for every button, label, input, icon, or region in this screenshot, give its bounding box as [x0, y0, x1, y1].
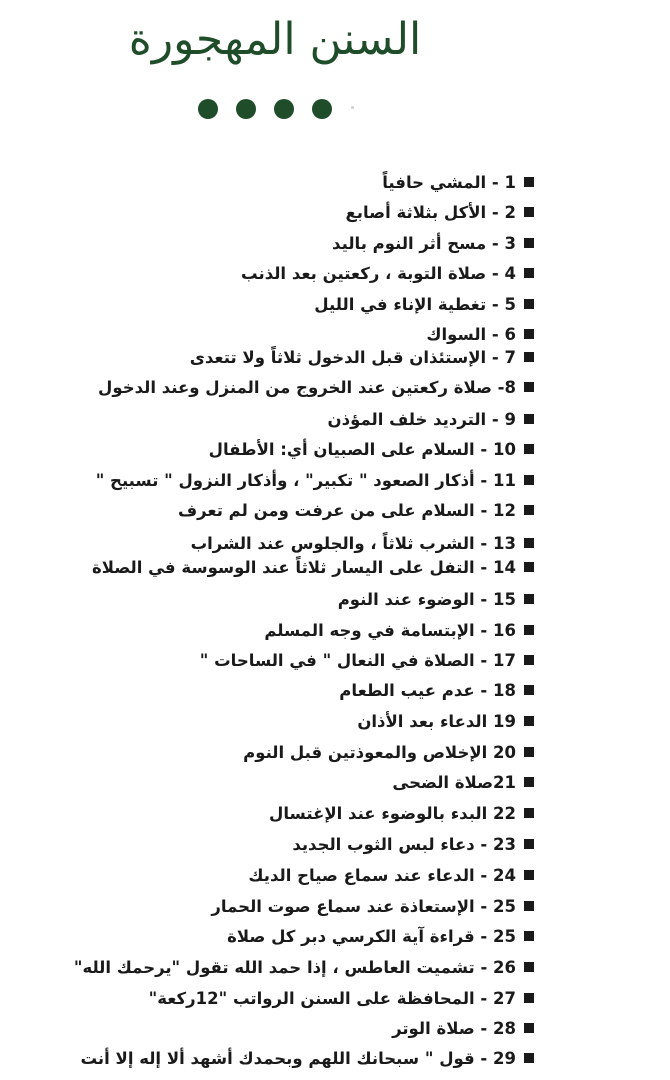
square-bullet-icon [524, 931, 534, 941]
dot-icon [312, 99, 332, 119]
list-item-text: 28 - صلاة الوتر [392, 1018, 516, 1038]
square-bullet-icon [524, 505, 534, 515]
page-title: السنن المهجورة [128, 14, 422, 65]
decorative-dots [198, 99, 332, 119]
square-bullet-icon [524, 207, 534, 217]
square-bullet-icon [524, 594, 534, 604]
list-item [80, 1043, 534, 1073]
list-item [200, 645, 534, 675]
square-bullet-icon [524, 625, 534, 635]
list-item [149, 983, 534, 1013]
square-bullet-icon [524, 444, 534, 454]
list-item-text: 26 - تشميت العاطس ، إذا حمد الله تقول "يرحمك الله" [73, 957, 516, 977]
list-item [243, 737, 534, 767]
square-bullet-icon [524, 475, 534, 485]
list-item-text: 11 - أذكار الصعود " تكبير" ، وأذكار النزول " تسبيح " [95, 470, 516, 490]
list-item-text: 9 - الترديد خلف المؤذن [327, 409, 516, 429]
square-bullet-icon [524, 901, 534, 911]
square-bullet-icon [524, 839, 534, 849]
list-item [382, 167, 534, 197]
list-item-text: 21صلاة الضحى [392, 772, 516, 792]
list-item [96, 465, 534, 495]
list-item [248, 860, 534, 890]
list-item [338, 584, 534, 614]
speck-decoration [351, 106, 354, 109]
list-item-text: 25 - الإستعاذة عند سماع صوت الحمار [211, 896, 516, 916]
square-bullet-icon [524, 993, 534, 1003]
list-item-text: 18 - عدم عيب الطعام [339, 680, 516, 700]
square-bullet-icon [524, 382, 534, 392]
square-bullet-icon [524, 562, 534, 572]
square-bullet-icon [524, 777, 534, 787]
list-item-text: 13 - الشرب ثلاثاً ، والجلوس عند الشراب [190, 533, 516, 553]
list-item [190, 342, 534, 372]
list-item [269, 798, 534, 828]
list-item-text: 27 - المحافظة على السنن الرواتب "12ركعة" [148, 988, 516, 1008]
list-item-text: 17 - الصلاة في النعال " في الساحات " [199, 650, 516, 670]
list-item [92, 552, 534, 582]
list-item [328, 404, 534, 434]
list-item [392, 1013, 534, 1043]
list-item [332, 228, 534, 258]
list-item-text: 7 - الإستئذان قبل الدخول ثلاثاً ولا تتعدى [189, 347, 516, 367]
list-item [339, 675, 534, 705]
list-item-text: 23 - دعاء لبس الثوب الجديد [292, 834, 516, 854]
square-bullet-icon [524, 299, 534, 309]
list-item-text: 25 - قراءة آية الكرسي دبر كل صلاة [227, 926, 516, 946]
square-bullet-icon [524, 329, 534, 339]
list-item-text: 24 - الدعاء عند سماع صياح الديك [248, 865, 516, 885]
list-item [209, 434, 534, 464]
list-item-text: 5 - تغطية الإناء في الليل [314, 294, 516, 314]
list-item [264, 615, 534, 645]
list-item [211, 891, 534, 921]
square-bullet-icon [524, 747, 534, 757]
list-item [357, 706, 534, 736]
list-item [314, 289, 534, 319]
square-bullet-icon [524, 870, 534, 880]
list-item [241, 258, 534, 288]
square-bullet-icon [524, 685, 534, 695]
square-bullet-icon [524, 177, 534, 187]
list-item [178, 495, 534, 525]
dot-icon [236, 99, 256, 119]
list-item-text: 10 - السلام على الصبيان أي: الأطفال [208, 439, 516, 459]
square-bullet-icon [524, 538, 534, 548]
list-item-text: 14 - التفل على اليسار ثلاثاً عند الوسوسة في الصلاة [91, 557, 516, 577]
list-item [98, 372, 534, 402]
list-item [292, 829, 534, 859]
list-item-text: 22 البدء بالوضوء عند الإغتسال [269, 803, 516, 823]
list-item-text: 6 - السواك [426, 324, 516, 344]
list-item [346, 197, 535, 227]
square-bullet-icon [524, 716, 534, 726]
list-item-text: 3 - مسح أثر النوم باليد [332, 233, 516, 253]
list-item-text: 1 - المشي حافياً [382, 172, 516, 192]
dot-icon [198, 99, 218, 119]
square-bullet-icon [524, 1023, 534, 1033]
square-bullet-icon [524, 1053, 534, 1063]
list-item-text: 4 - صلاة التوبة ، ركعتين بعد الذنب [241, 263, 516, 283]
list-item-text: 19 الدعاء بعد الأذان [357, 711, 516, 731]
square-bullet-icon [524, 268, 534, 278]
square-bullet-icon [524, 352, 534, 362]
square-bullet-icon [524, 808, 534, 818]
list-item-text: 15 - الوضوء عند النوم [337, 589, 516, 609]
list-item [227, 921, 534, 951]
list-item-text: 16 - الإبتسامة في وجه المسلم [264, 620, 516, 640]
square-bullet-icon [524, 238, 534, 248]
list-item-text: 2 - الأكل بثلاثة أصابع [345, 202, 516, 222]
square-bullet-icon [524, 962, 534, 972]
list-item-text: 20 الإخلاص والمعوذتين قبل النوم [243, 742, 516, 762]
list-item-text: 12 - السلام على من عرفت ومن لم تعرف [178, 500, 516, 520]
list-item-text: 29 - قول " سبحانك اللهم وبحمدك أشهد ألا إله إلا أنت [80, 1048, 516, 1068]
square-bullet-icon [524, 414, 534, 424]
list-item-text: 8- صلاة ركعتين عند الخروج من المنزل وعند الدخول [98, 377, 516, 397]
list-item [392, 767, 534, 797]
list-item [74, 952, 534, 982]
dot-icon [274, 99, 294, 119]
square-bullet-icon [524, 655, 534, 665]
